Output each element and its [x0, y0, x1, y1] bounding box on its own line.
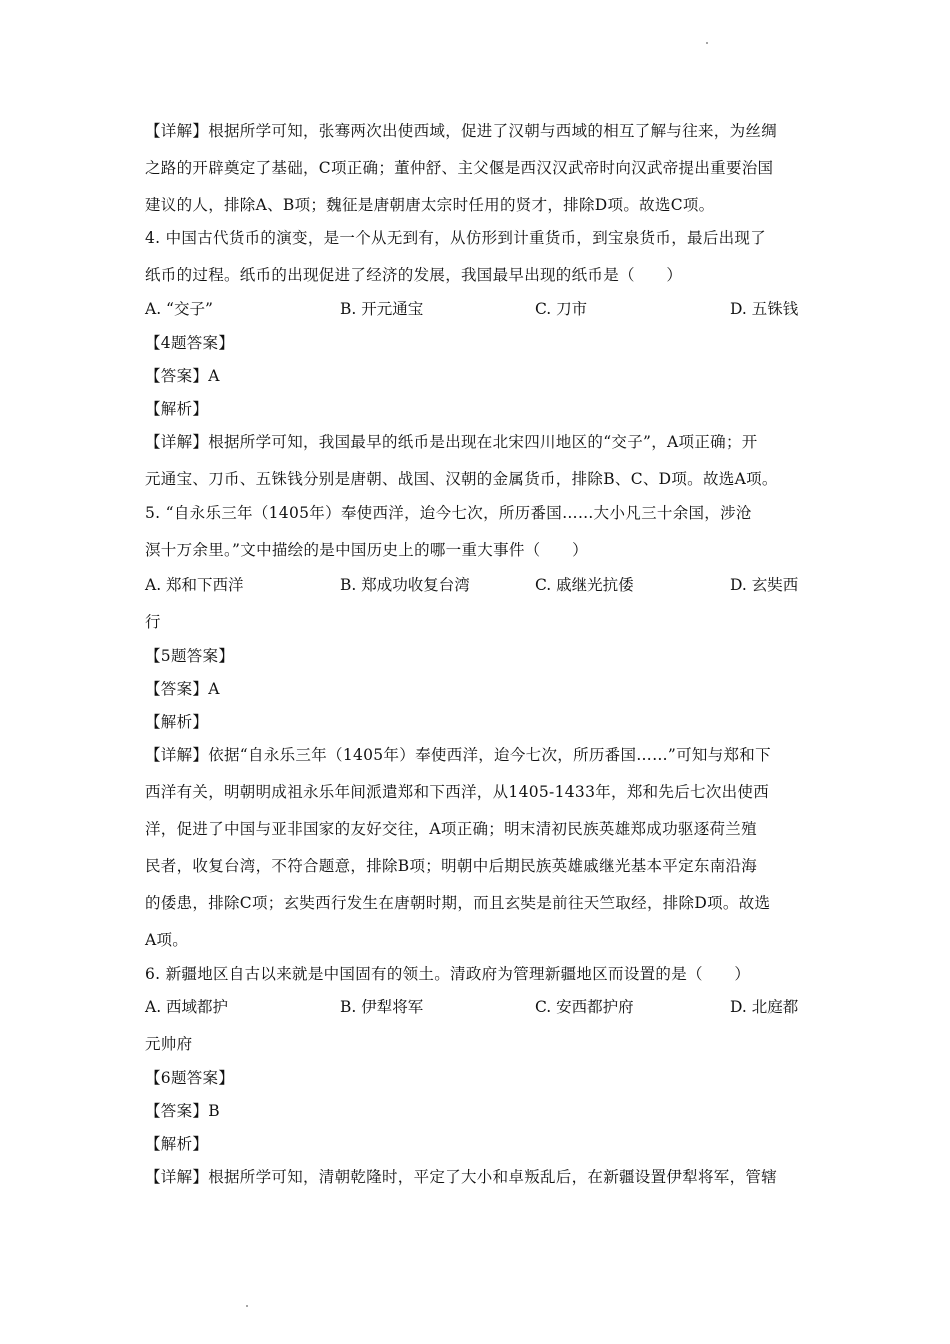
q4-option-b: B. 开元通宝: [340, 300, 424, 318]
q6-option-c: C. 安西都护府: [535, 998, 634, 1016]
q5-analysis-label: 【解析】: [145, 713, 209, 731]
q4-detail-line: 【详解】根据所学可知，我国最早的纸币是出现在北宋四川地区的“交子”，A项正确；开: [145, 433, 758, 451]
q4-option-a: A. “交子”: [145, 300, 213, 318]
q5-detail-line: 洋，促进了中国与亚非国家的友好交往，A项正确；明末清初民族英雄郑成功驱逐荷兰殖: [145, 820, 757, 838]
q4-options: [145, 293, 810, 327]
q5-option-b: B. 郑成功收复台湾: [340, 576, 470, 594]
q6-option-wrap: 元帅府: [145, 1035, 193, 1053]
q5-options: [145, 569, 810, 606]
q5-detail-line: A项。: [145, 931, 189, 949]
q5-answer: 【答案】A: [145, 680, 220, 698]
q6-answer: 【答案】B: [145, 1102, 220, 1120]
q6-option-d: D. 北庭都: [730, 998, 799, 1016]
page-content: [145, 115, 810, 1195]
q4-detail-line: 元通宝、刀币、五铢钱分别是唐朝、战国、汉朝的金属货币，排除B、C、D项。故选A项。: [145, 470, 778, 488]
q5-answer-header: 【5题答案】: [145, 647, 235, 665]
q5-detail-line: 西洋有关，明朝明成祖永乐年间派遣郑和下西洋，从1405-1433年，郑和先后七次出使西: [145, 783, 770, 801]
q6-analysis-label: 【解析】: [145, 1135, 209, 1153]
q4-stem-line: 纸币的过程。纸币的出现促进了经济的发展，我国最早出现的纸币是（ ）: [145, 266, 683, 284]
q4-stem-line: 4. 中国古代货币的演变，是一个从无到有，从仿形到计重货币，到宝泉货币，最后出现了: [145, 229, 767, 247]
q3-detail-line: 【详解】根据所学可知，张骞两次出使西域，促进了汉朝与西域的相互了解与往来，为丝绸: [145, 122, 778, 140]
q5-option-a: A. 郑和下西洋: [145, 576, 244, 594]
q5-option-c: C. 戚继光抗倭: [535, 576, 634, 594]
q5-detail-line: 民者，收复台湾，不符合题意，排除B项；明朝中后期民族英雄戚继光基本平定东南沿海: [145, 857, 758, 875]
q3-detail-line: 建议的人，排除A、B项；魏征是唐朝唐太宗时任用的贤才，排除D项。故选C项。: [145, 196, 715, 214]
q6-detail-line: 【详解】根据所学可知，清朝乾隆时，平定了大小和卓叛乱后，在新疆设置伊犁将军，管辖: [145, 1168, 778, 1186]
q5-detail-line: 的倭患，排除C项；玄奘西行发生在唐朝时期，而且玄奘是前往天竺取经，排除D项。故选: [145, 894, 771, 912]
q6-options: [145, 991, 810, 1028]
q4-answer: 【答案】A: [145, 367, 220, 385]
q5-stem-line: 溟十万余里。”文中描绘的是中国历史上的哪一重大事件（ ）: [145, 541, 588, 559]
scan-mark-top: [706, 42, 708, 44]
q4-option-d: D. 五铢钱: [730, 300, 799, 318]
q5-detail-line: 【详解】依据“自永乐三年（1405年）奉使西洋，迨今七次，所历番国……”可知与郑和下: [145, 746, 771, 764]
q4-option-c: C. 刀市: [535, 300, 588, 318]
q6-answer-header: 【6题答案】: [145, 1069, 235, 1087]
q6-stem-line: 6. 新疆地区自古以来就是中国固有的领土。清政府为管理新疆地区而设置的是（ ）: [145, 965, 751, 983]
q5-stem-line: 5. “自永乐三年（1405年）奉使西洋，迨今七次，所历番国……大小凡三十余国，涉沧: [145, 504, 752, 522]
q5-option-d: D. 玄奘西: [730, 576, 799, 594]
q6-option-b: B. 伊犁将军: [340, 998, 424, 1016]
q3-detail-line: 之路的开辟奠定了基础，C项正确；董仲舒、主父偃是西汉汉武帝时向汉武帝提出重要治国: [145, 159, 774, 177]
scan-mark-bottom: [246, 1305, 248, 1307]
q5-option-wrap: 行: [145, 613, 161, 631]
q4-analysis-label: 【解析】: [145, 400, 209, 418]
q4-answer-header: 【4题答案】: [145, 334, 235, 352]
q6-option-a: A. 西域都护: [145, 998, 229, 1016]
